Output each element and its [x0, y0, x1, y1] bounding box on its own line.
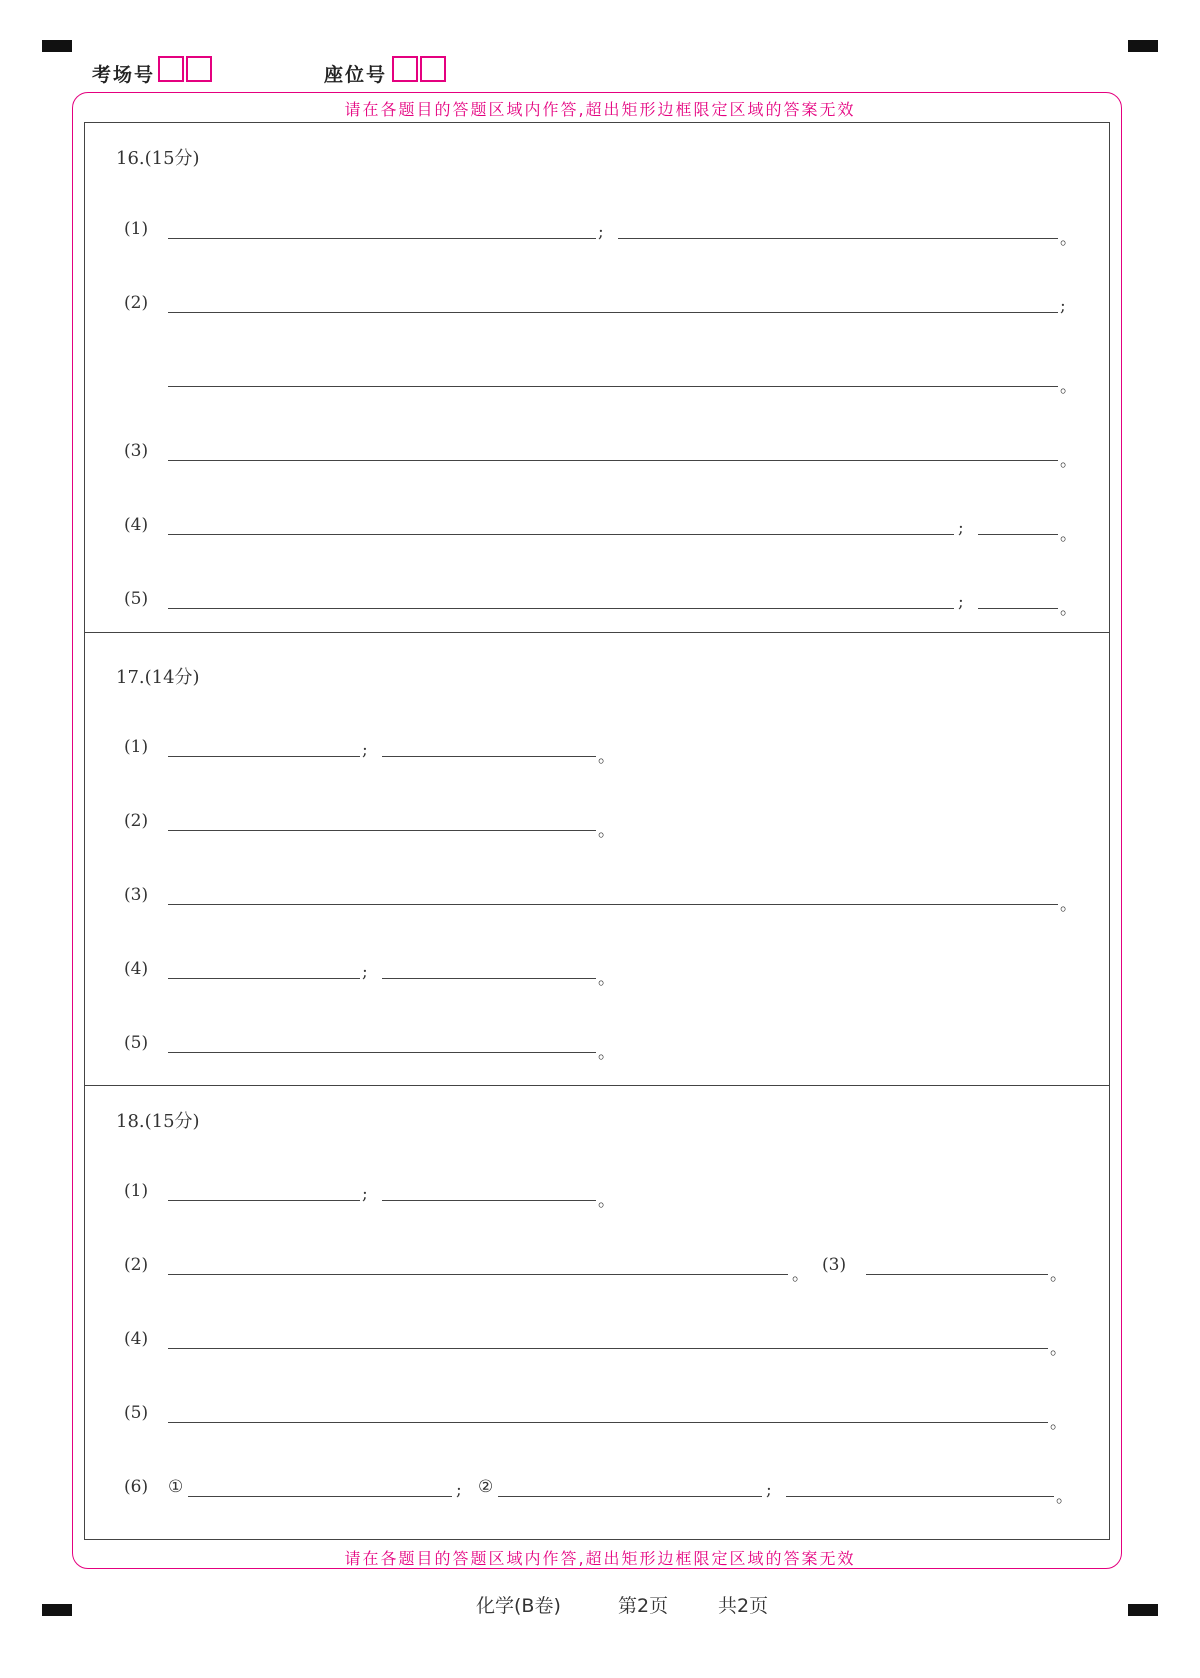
section-divider-1 [84, 632, 1110, 633]
q16-item-5-blank-a[interactable] [168, 608, 954, 609]
q18-item-6-blank-b[interactable] [498, 1496, 762, 1497]
q16-item-2-period: 。 [1060, 377, 1077, 397]
q17-item-1-blank-a[interactable] [168, 756, 360, 757]
q17-item-4-period: 。 [598, 969, 615, 989]
section-divider-2 [84, 1085, 1110, 1086]
q17-item-5-label: (5) [124, 1033, 149, 1053]
q18-item-6-period: 。 [1056, 1487, 1073, 1507]
warning-top: 请在各题目的答题区域内作答,超出矩形边框限定区域的答案无效 [344, 100, 856, 119]
q16-item-2-blank-a[interactable] [168, 312, 1058, 313]
q17-item-3-label: (3) [124, 885, 149, 905]
q18-item-1-blank-b[interactable] [382, 1200, 596, 1201]
exam-room-boxes[interactable] [158, 56, 214, 82]
q18-item-6-label: (6) [124, 1477, 149, 1497]
q17-item-4-semicolon: ; [362, 962, 368, 982]
q17-item-5-blank[interactable] [168, 1052, 596, 1053]
q16-item-3-blank[interactable] [168, 460, 1058, 461]
q16-item-5-blank-b[interactable] [978, 608, 1058, 609]
q18-item-5-period: 。 [1050, 1413, 1067, 1433]
q18-item-4-period: 。 [1050, 1339, 1067, 1359]
q16-item-3-period: 。 [1060, 451, 1077, 471]
q18-item-1-period: 。 [598, 1191, 615, 1211]
q17-item-4-blank-b[interactable] [382, 978, 596, 979]
q18-item-6-blank-c[interactable] [786, 1496, 1054, 1497]
registration-mark-top-right [1128, 40, 1158, 52]
q16-item-4-blank-b[interactable] [978, 534, 1058, 535]
q18-item-2-blank[interactable] [168, 1274, 788, 1275]
q16-item-3-label: (3) [124, 441, 149, 461]
q18-item-4-label: (4) [124, 1329, 149, 1349]
registration-mark-bottom-right [1128, 1604, 1158, 1616]
q16-item-4-blank-a[interactable] [168, 534, 954, 535]
q17-item-3-blank[interactable] [168, 904, 1058, 905]
q18-item-5-blank[interactable] [168, 1422, 1048, 1423]
q18-item-6-circle-1: ① [168, 1477, 184, 1497]
q17-item-1-blank-b[interactable] [382, 756, 596, 757]
q16-item-1-blank-b[interactable] [618, 238, 1058, 239]
q18-item-1-blank-a[interactable] [168, 1200, 360, 1201]
q17-item-2-blank[interactable] [168, 830, 596, 831]
seat-label: 座位号 [324, 64, 388, 86]
warning-bottom: 请在各题目的答题区域内作答,超出矩形边框限定区域的答案无效 [344, 1549, 856, 1568]
q16-item-5-period: 。 [1060, 599, 1077, 619]
q17-item-5-period: 。 [598, 1043, 615, 1063]
exam-room-label: 考场号 [92, 64, 156, 86]
answer-area-frame [84, 122, 1110, 1540]
q17-item-3-period: 。 [1060, 895, 1077, 915]
q18-item-3-blank[interactable] [866, 1274, 1048, 1275]
q18-item-3-label: (3) [822, 1255, 847, 1275]
q17-item-4-label: (4) [124, 959, 149, 979]
q16-item-4-period: 。 [1060, 525, 1077, 545]
q16-item-4-semicolon: ; [958, 518, 964, 538]
q16-item-2-blank-b[interactable] [168, 386, 1058, 387]
q17-item-1-label: (1) [124, 737, 149, 757]
q18-item-6-semicolon-1: ; [456, 1480, 462, 1500]
q16-item-1-blank-a[interactable] [168, 238, 596, 239]
q18-item-5-label: (5) [124, 1403, 149, 1423]
seat-boxes[interactable] [392, 56, 448, 82]
q16-item-2-label: (2) [124, 293, 149, 313]
q18-item-6-semicolon-2: ; [766, 1480, 772, 1500]
q17-item-1-period: 。 [598, 747, 615, 767]
registration-mark-bottom-left [42, 1604, 72, 1616]
footer-subject: 化学(B卷) [476, 1595, 561, 1617]
q17-item-2-label: (2) [124, 811, 149, 831]
q16-item-1-label: (1) [124, 219, 149, 239]
q16-item-1-semicolon: ; [598, 222, 604, 242]
q18-item-3-period: 。 [1050, 1265, 1067, 1285]
question-16-title: 16.(15分) [116, 148, 200, 169]
footer-total: 共2页 [718, 1595, 769, 1617]
q16-item-1-period: 。 [1060, 229, 1077, 249]
question-18-title: 18.(15分) [116, 1111, 200, 1132]
q17-item-4-blank-a[interactable] [168, 978, 360, 979]
q18-item-4-blank[interactable] [168, 1348, 1048, 1349]
footer-page: 第2页 [618, 1595, 669, 1617]
q18-item-1-label: (1) [124, 1181, 149, 1201]
registration-mark-top-left [42, 40, 72, 52]
q18-item-6-blank-a[interactable] [188, 1496, 452, 1497]
q16-item-4-label: (4) [124, 515, 149, 535]
question-17-title: 17.(14分) [116, 667, 200, 688]
q17-item-1-semicolon: ; [362, 740, 368, 760]
q18-item-1-semicolon: ; [362, 1184, 368, 1204]
q16-item-2-semicolon: ; [1060, 296, 1066, 316]
q18-item-6-circle-2: ② [478, 1477, 494, 1497]
q17-item-2-period: 。 [598, 821, 615, 841]
q16-item-5-label: (5) [124, 589, 149, 609]
q16-item-5-semicolon: ; [958, 592, 964, 612]
q18-item-2-label: (2) [124, 1255, 149, 1275]
q18-item-2-period: 。 [792, 1265, 809, 1285]
